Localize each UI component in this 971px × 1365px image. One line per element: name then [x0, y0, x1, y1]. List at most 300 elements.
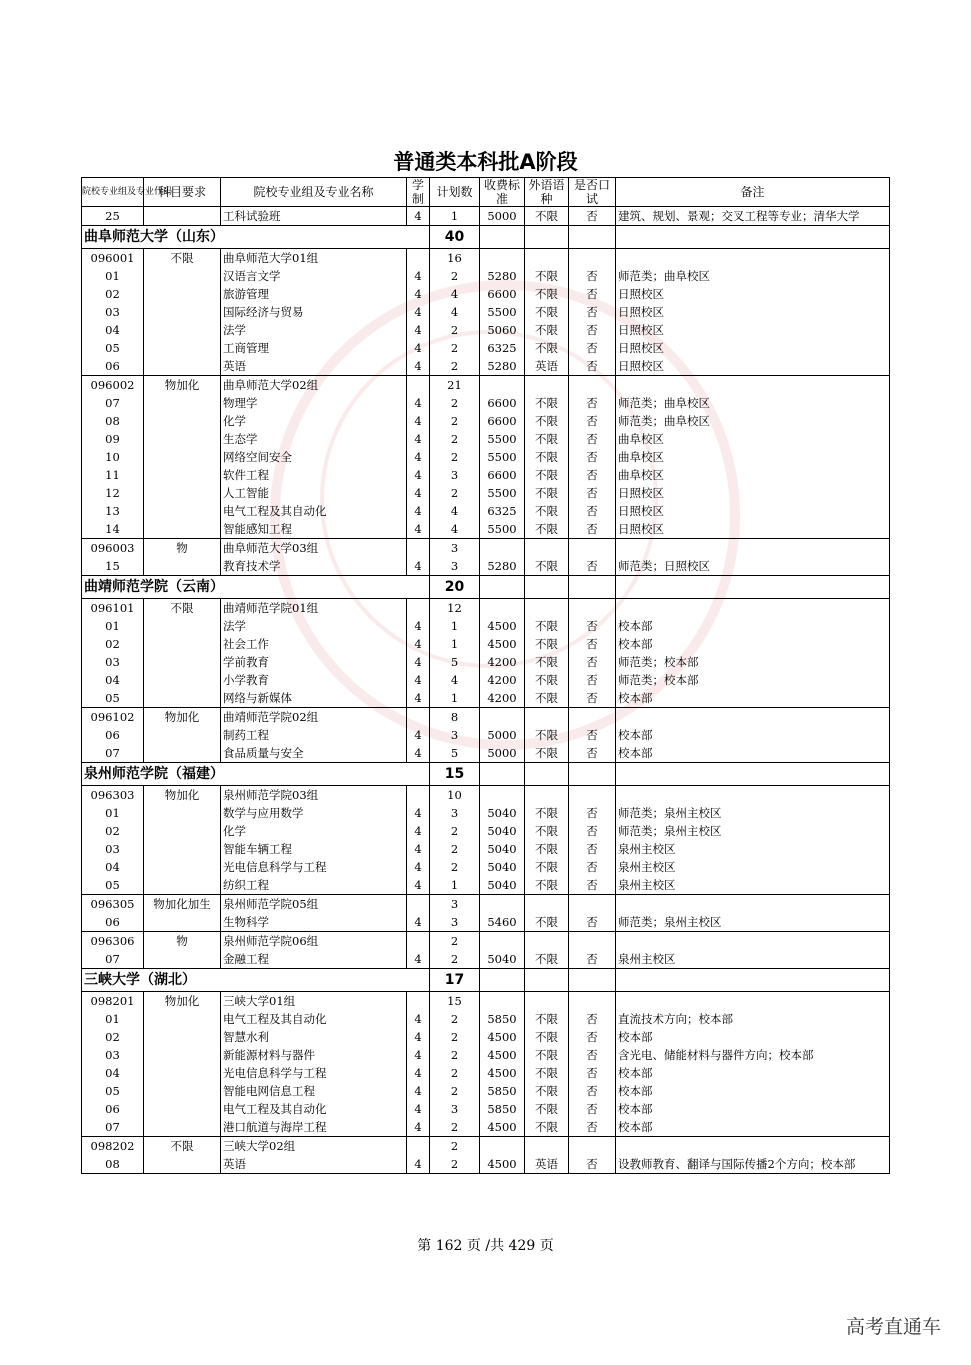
- major-name: 光电信息科学与工程: [221, 1064, 407, 1082]
- cell-empty: [144, 689, 221, 708]
- major-name: 汉语言文学: [221, 267, 407, 285]
- major-row: [82, 913, 890, 932]
- cell-empty: [569, 932, 616, 951]
- major-row: [82, 617, 890, 635]
- major-name: 学前教育: [221, 653, 407, 671]
- major-row: [82, 466, 890, 484]
- cell-empty: [144, 520, 221, 539]
- major-years: 4: [407, 1118, 430, 1137]
- major-code: 05: [82, 1082, 144, 1100]
- cell-empty: [480, 249, 525, 268]
- group-code: 096001: [82, 249, 144, 268]
- major-lang: 不限: [525, 689, 569, 708]
- school-plan: 17: [430, 969, 480, 992]
- major-code: 10: [82, 448, 144, 466]
- cell-empty: [616, 932, 890, 951]
- cell-empty: [407, 932, 430, 951]
- major-oral: 否: [569, 1082, 616, 1100]
- major-plan: 2: [430, 1046, 480, 1064]
- major-code: 01: [82, 1010, 144, 1028]
- major-plan: 2: [430, 339, 480, 357]
- header-note: 备注: [616, 178, 890, 207]
- cell-empty: [144, 394, 221, 412]
- major-name: 电气工程及其自动化: [221, 502, 407, 520]
- cell-empty: [616, 1137, 890, 1156]
- major-row: [82, 1010, 890, 1028]
- major-code: 12: [82, 484, 144, 502]
- cell-fee: 5000: [480, 207, 525, 226]
- major-note: 校本部: [616, 1118, 890, 1137]
- major-lang: 不限: [525, 430, 569, 448]
- major-oral: 否: [569, 635, 616, 653]
- major-plan: 3: [430, 466, 480, 484]
- cell-empty: [616, 539, 890, 558]
- cell-empty: [407, 539, 430, 558]
- cell-empty: [144, 557, 221, 576]
- major-code: 05: [82, 339, 144, 357]
- major-row: [82, 1028, 890, 1046]
- major-name: 制药工程: [221, 726, 407, 744]
- major-fee: 4500: [480, 1028, 525, 1046]
- group-subject: 不限: [144, 599, 221, 618]
- cell-empty: [616, 226, 890, 249]
- cell-empty: [480, 1137, 525, 1156]
- major-fee: 5280: [480, 267, 525, 285]
- cell-empty: [144, 804, 221, 822]
- school-row: [82, 576, 890, 599]
- group-name: 曲靖师范学院02组: [221, 708, 407, 727]
- major-fee: 5500: [480, 430, 525, 448]
- group-plan: 16: [430, 249, 480, 268]
- group-name: 三峡大学01组: [221, 992, 407, 1011]
- major-fee: 4500: [480, 1046, 525, 1064]
- cell-empty: [525, 895, 569, 914]
- cell-plan: 1: [430, 207, 480, 226]
- cell-empty: [525, 763, 569, 786]
- major-fee: 6600: [480, 285, 525, 303]
- cell-empty: [144, 840, 221, 858]
- school-row: [82, 969, 890, 992]
- header-plan: 计划数: [430, 178, 480, 207]
- major-plan: 1: [430, 689, 480, 708]
- major-oral: 否: [569, 822, 616, 840]
- major-note: 曲阜校区: [616, 466, 890, 484]
- major-oral: 否: [569, 484, 616, 502]
- major-years: 4: [407, 466, 430, 484]
- major-fee: 5500: [480, 448, 525, 466]
- cell-empty: [144, 913, 221, 932]
- major-code: 03: [82, 303, 144, 321]
- major-plan: 3: [430, 726, 480, 744]
- major-name: 智能车辆工程: [221, 840, 407, 858]
- major-oral: 否: [569, 726, 616, 744]
- group-plan: 3: [430, 539, 480, 558]
- major-code: 05: [82, 689, 144, 708]
- major-years: 4: [407, 858, 430, 876]
- major-note: 校本部: [616, 744, 890, 763]
- major-note: 师范类；泉州主校区: [616, 804, 890, 822]
- major-code: 15: [82, 557, 144, 576]
- major-code: 07: [82, 744, 144, 763]
- cell-empty: [480, 969, 525, 992]
- major-row: [82, 1064, 890, 1082]
- cell-empty: [407, 376, 430, 395]
- major-name: 英语: [221, 1155, 407, 1174]
- major-plan: 5: [430, 653, 480, 671]
- group-plan: 15: [430, 992, 480, 1011]
- major-code: 05: [82, 876, 144, 895]
- major-lang: 不限: [525, 502, 569, 520]
- school-name: 三峡大学（湖北）: [82, 969, 430, 992]
- cell-empty: [144, 285, 221, 303]
- major-code: 08: [82, 1155, 144, 1174]
- major-lang: 不限: [525, 557, 569, 576]
- group-plan: 8: [430, 708, 480, 727]
- cell-empty: [616, 708, 890, 727]
- major-row: [82, 671, 890, 689]
- group-plan: 10: [430, 786, 480, 805]
- table-row: [82, 207, 890, 226]
- cell-empty: [569, 969, 616, 992]
- major-lang: 不限: [525, 635, 569, 653]
- major-code: 06: [82, 1100, 144, 1118]
- major-note: 日照校区: [616, 502, 890, 520]
- major-fee: 5500: [480, 484, 525, 502]
- major-row: [82, 357, 890, 376]
- group-name: 泉州师范学院03组: [221, 786, 407, 805]
- major-oral: 否: [569, 321, 616, 339]
- cell-empty: [480, 763, 525, 786]
- major-lang: 不限: [525, 617, 569, 635]
- cell-code: 25: [82, 207, 144, 226]
- major-name: 数学与应用数学: [221, 804, 407, 822]
- cell-empty: [144, 1010, 221, 1028]
- major-note: 师范类；泉州主校区: [616, 822, 890, 840]
- major-name: 法学: [221, 617, 407, 635]
- group-subject: 物加化: [144, 708, 221, 727]
- cell-empty: [480, 786, 525, 805]
- major-years: 4: [407, 1064, 430, 1082]
- major-lang: 不限: [525, 1064, 569, 1082]
- cell-empty: [480, 539, 525, 558]
- group-row: [82, 786, 890, 805]
- major-years: 4: [407, 1010, 430, 1028]
- group-row: [82, 708, 890, 727]
- major-plan: 2: [430, 321, 480, 339]
- major-name: 英语: [221, 357, 407, 376]
- major-fee: 5040: [480, 876, 525, 895]
- group-code: 096102: [82, 708, 144, 727]
- major-lang: 不限: [525, 412, 569, 430]
- cell-empty: [569, 599, 616, 618]
- cell-empty: [525, 599, 569, 618]
- header-fee: 收费标准: [480, 178, 525, 207]
- cell-empty: [525, 932, 569, 951]
- major-fee: 5000: [480, 726, 525, 744]
- major-oral: 否: [569, 430, 616, 448]
- major-code: 02: [82, 822, 144, 840]
- cell-empty: [144, 321, 221, 339]
- major-fee: 5500: [480, 303, 525, 321]
- major-note: 校本部: [616, 635, 890, 653]
- major-note: 日照校区: [616, 484, 890, 502]
- major-note: 校本部: [616, 1064, 890, 1082]
- cell-empty: [144, 653, 221, 671]
- major-code: 02: [82, 285, 144, 303]
- major-oral: 否: [569, 303, 616, 321]
- major-oral: 否: [569, 744, 616, 763]
- major-fee: 5500: [480, 520, 525, 539]
- group-code: 098202: [82, 1137, 144, 1156]
- major-name: 化学: [221, 822, 407, 840]
- major-name: 港口航道与海岸工程: [221, 1118, 407, 1137]
- cell-oral: 否: [569, 207, 616, 226]
- major-oral: 否: [569, 448, 616, 466]
- major-plan: 4: [430, 285, 480, 303]
- major-note: 日照校区: [616, 357, 890, 376]
- major-oral: 否: [569, 267, 616, 285]
- major-lang: 不限: [525, 321, 569, 339]
- cell-empty: [407, 895, 430, 914]
- major-oral: 否: [569, 950, 616, 969]
- major-years: 4: [407, 635, 430, 653]
- major-oral: 否: [569, 858, 616, 876]
- major-plan: 2: [430, 1155, 480, 1174]
- major-oral: 否: [569, 1155, 616, 1174]
- major-note: 泉州主校区: [616, 876, 890, 895]
- cell-empty: [144, 448, 221, 466]
- major-note: 日照校区: [616, 321, 890, 339]
- major-oral: 否: [569, 689, 616, 708]
- major-code: 06: [82, 357, 144, 376]
- major-fee: 5040: [480, 950, 525, 969]
- major-fee: 4500: [480, 617, 525, 635]
- cell-empty: [569, 763, 616, 786]
- cell-empty: [144, 1046, 221, 1064]
- cell-empty: [569, 786, 616, 805]
- major-row: [82, 1082, 890, 1100]
- major-fee: 5040: [480, 822, 525, 840]
- major-note: 校本部: [616, 617, 890, 635]
- major-lang: 不限: [525, 822, 569, 840]
- major-lang: 不限: [525, 876, 569, 895]
- table-body: [82, 207, 890, 1174]
- major-lang: 不限: [525, 744, 569, 763]
- major-fee: 5040: [480, 858, 525, 876]
- major-years: 4: [407, 1028, 430, 1046]
- major-note: 日照校区: [616, 285, 890, 303]
- group-subject: 物加化: [144, 376, 221, 395]
- cell-empty: [480, 376, 525, 395]
- major-lang: 不限: [525, 1046, 569, 1064]
- major-plan: 4: [430, 303, 480, 321]
- major-years: 4: [407, 448, 430, 466]
- major-lang: 不限: [525, 303, 569, 321]
- major-note: 曲阜校区: [616, 448, 890, 466]
- header-subject: 科目要求: [144, 178, 221, 207]
- major-years: 4: [407, 617, 430, 635]
- major-plan: 1: [430, 876, 480, 895]
- major-plan: 2: [430, 448, 480, 466]
- cell-empty: [616, 576, 890, 599]
- major-oral: 否: [569, 1046, 616, 1064]
- header-years: 学制: [407, 178, 430, 207]
- cell-empty: [525, 376, 569, 395]
- school-plan: 15: [430, 763, 480, 786]
- major-row: [82, 950, 890, 969]
- group-row: [82, 932, 890, 951]
- cell-empty: [144, 617, 221, 635]
- major-note: 直流技术方向；校本部: [616, 1010, 890, 1028]
- group-code: 096305: [82, 895, 144, 914]
- major-plan: 2: [430, 484, 480, 502]
- major-row: [82, 726, 890, 744]
- major-row: [82, 804, 890, 822]
- major-code: 04: [82, 1064, 144, 1082]
- cell-lang: 不限: [525, 207, 569, 226]
- cell-empty: [480, 992, 525, 1011]
- major-plan: 1: [430, 617, 480, 635]
- cell-empty: [144, 822, 221, 840]
- major-fee: 5850: [480, 1010, 525, 1028]
- major-plan: 2: [430, 430, 480, 448]
- major-plan: 5: [430, 744, 480, 763]
- cell-empty: [569, 539, 616, 558]
- major-row: [82, 1118, 890, 1137]
- major-oral: 否: [569, 653, 616, 671]
- cell-empty: [144, 267, 221, 285]
- major-row: [82, 557, 890, 576]
- major-plan: 2: [430, 858, 480, 876]
- school-name: 曲靖师范学院（云南）: [82, 576, 430, 599]
- major-note: 校本部: [616, 726, 890, 744]
- major-years: 4: [407, 430, 430, 448]
- major-row: [82, 858, 890, 876]
- major-plan: 3: [430, 913, 480, 932]
- major-fee: 4500: [480, 1064, 525, 1082]
- major-lang: 不限: [525, 394, 569, 412]
- major-lang: 不限: [525, 1028, 569, 1046]
- group-subject: 物加化加生: [144, 895, 221, 914]
- cell-empty: [144, 466, 221, 484]
- group-subject: 物: [144, 932, 221, 951]
- major-row: [82, 822, 890, 840]
- major-fee: 5850: [480, 1100, 525, 1118]
- major-name: 社会工作: [221, 635, 407, 653]
- major-lang: 不限: [525, 339, 569, 357]
- cell-empty: [144, 950, 221, 969]
- group-code: 098201: [82, 992, 144, 1011]
- cell-empty: [569, 376, 616, 395]
- major-fee: 5460: [480, 913, 525, 932]
- major-oral: 否: [569, 1010, 616, 1028]
- cell-empty: [407, 786, 430, 805]
- major-row: [82, 267, 890, 285]
- major-oral: 否: [569, 502, 616, 520]
- group-code: 096002: [82, 376, 144, 395]
- major-code: 04: [82, 858, 144, 876]
- group-name: 曲阜师范大学03组: [221, 539, 407, 558]
- cell-empty: [144, 412, 221, 430]
- major-name: 生物科学: [221, 913, 407, 932]
- major-years: 4: [407, 1082, 430, 1100]
- major-note: 师范类；校本部: [616, 671, 890, 689]
- major-plan: 4: [430, 520, 480, 539]
- major-code: 04: [82, 321, 144, 339]
- major-name: 智能感知工程: [221, 520, 407, 539]
- major-code: 13: [82, 502, 144, 520]
- major-plan: 3: [430, 557, 480, 576]
- cell-empty: [569, 708, 616, 727]
- cell-subject: [144, 207, 221, 226]
- major-oral: 否: [569, 357, 616, 376]
- major-row: [82, 412, 890, 430]
- major-fee: 5280: [480, 357, 525, 376]
- major-note: 师范类；日照校区: [616, 557, 890, 576]
- cell-empty: [144, 671, 221, 689]
- group-name: 曲阜师范大学01组: [221, 249, 407, 268]
- major-plan: 2: [430, 394, 480, 412]
- major-years: 4: [407, 653, 430, 671]
- major-plan: 2: [430, 822, 480, 840]
- cell-empty: [407, 249, 430, 268]
- major-years: 4: [407, 1155, 430, 1174]
- major-note: 师范类；泉州主校区: [616, 913, 890, 932]
- major-years: 4: [407, 267, 430, 285]
- cell-empty: [569, 576, 616, 599]
- major-note: 校本部: [616, 1028, 890, 1046]
- school-plan: 40: [430, 226, 480, 249]
- cell-empty: [480, 708, 525, 727]
- school-plan: 20: [430, 576, 480, 599]
- major-fee: 6600: [480, 412, 525, 430]
- major-fee: 4500: [480, 1118, 525, 1137]
- major-fee: 6600: [480, 394, 525, 412]
- header-code: 院校专业组及专业代码: [82, 178, 144, 207]
- major-row: [82, 520, 890, 539]
- major-years: 4: [407, 557, 430, 576]
- major-years: 4: [407, 913, 430, 932]
- major-name: 电气工程及其自动化: [221, 1010, 407, 1028]
- major-lang: 不限: [525, 653, 569, 671]
- group-subject: 不限: [144, 1137, 221, 1156]
- major-years: 4: [407, 357, 430, 376]
- major-years: 4: [407, 520, 430, 539]
- major-code: 04: [82, 671, 144, 689]
- major-plan: 2: [430, 1118, 480, 1137]
- major-code: 03: [82, 653, 144, 671]
- group-plan: 2: [430, 932, 480, 951]
- group-row: [82, 895, 890, 914]
- major-note: 泉州主校区: [616, 858, 890, 876]
- major-code: 02: [82, 635, 144, 653]
- major-name: 网络空间安全: [221, 448, 407, 466]
- major-row: [82, 653, 890, 671]
- major-code: 02: [82, 1028, 144, 1046]
- major-plan: 2: [430, 357, 480, 376]
- major-oral: 否: [569, 466, 616, 484]
- cell-empty: [616, 599, 890, 618]
- major-row: [82, 484, 890, 502]
- cell-empty: [144, 303, 221, 321]
- page-footer: 第 162 页 /共 429 页: [417, 1238, 554, 1254]
- major-name: 生态学: [221, 430, 407, 448]
- major-fee: 4200: [480, 653, 525, 671]
- group-code: 096303: [82, 786, 144, 805]
- major-name: 化学: [221, 412, 407, 430]
- major-row: [82, 303, 890, 321]
- cell-empty: [616, 992, 890, 1011]
